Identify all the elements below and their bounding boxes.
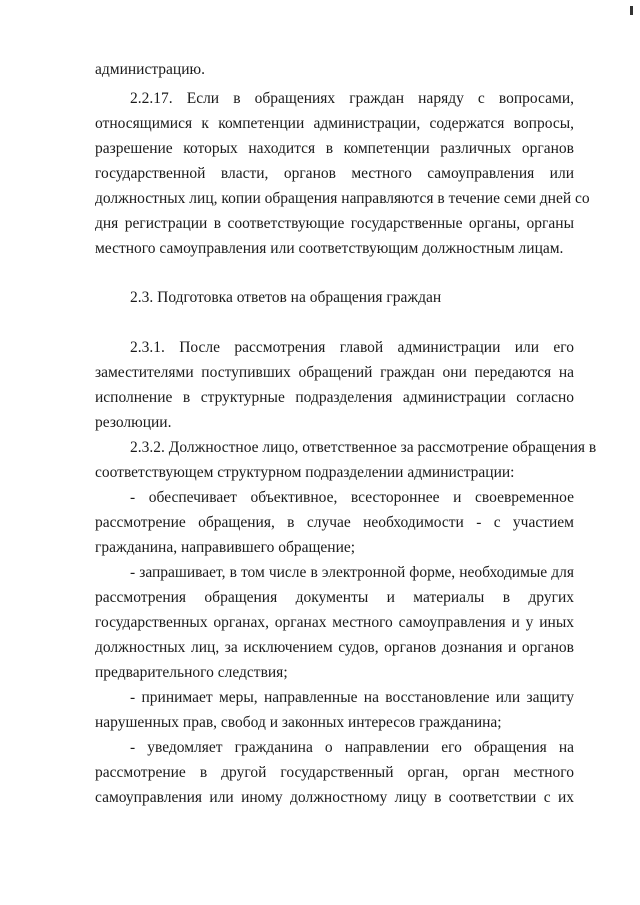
text-line: рассмотрение в другой государственный орган, орган местного [95,764,574,781]
text-line: должностных лиц, за исключением судов, органов дознания и органов [95,639,574,656]
scan-mark [630,6,633,15]
section-heading: 2.3. Подготовка ответов на обращения граждан [130,289,442,306]
text-line: соответствующем структурном подразделении администрации: [95,464,515,481]
text-line: самоуправления или иному должностному лицу в соответствии с их [95,789,574,806]
text-line: предварительного следствия; [95,664,288,681]
text-line: рассмотрение обращения, в случае необходимости - с участием [95,514,574,531]
text-line: 2.3.1. После рассмотрения главой администрации или его [130,339,574,356]
text-line: разрешение которых находится в компетенции различных органов [95,140,574,157]
text-line: государственных органах, органах местного самоуправления и у иных [95,614,574,631]
text-line: относящимися к компетенции администрации, содержатся вопросы, [95,115,574,132]
text-line: рассмотрения обращения документы и материалы в других [95,589,574,606]
text-line: администрацию. [95,61,205,78]
text-line: государственной власти, органов местного самоуправления или [95,165,574,182]
list-item-line: - обеспечивает объективное, всестороннее и своевременное [130,489,574,506]
text-line: заместителями поступивших обращений граждан они передаются на [95,364,574,381]
text-line: исполнение в структурные подразделения администрации согласно [95,389,574,406]
list-item-line: - принимает меры, направленные на восстановление или защиту [130,689,574,706]
text-line: резолюции. [95,414,172,431]
text-line: 2.2.17. Если в обращениях граждан наряду с вопросами, [130,90,574,107]
text-line: дня регистрации в соответствующие государственные органы, органы [95,215,574,232]
text-line: нарушенных прав, свобод и законных интересов гражданина; [95,714,502,731]
text-line: 2.3.2. Должностное лицо, ответственное за рассмотрение обращения в [130,439,597,456]
text-line: гражданина, направившего обращение; [95,539,356,556]
list-item-line: - запрашивает, в том числе в электронной форме, необходимые для [130,564,574,581]
text-line: местного самоуправления или соответствующим должностным лицам. [95,240,564,257]
text-line: должностных лиц, копии обращения направляются в течение семи дней со [95,190,590,207]
list-item-line: - уведомляет гражданина о направлении его обращения на [130,739,574,756]
